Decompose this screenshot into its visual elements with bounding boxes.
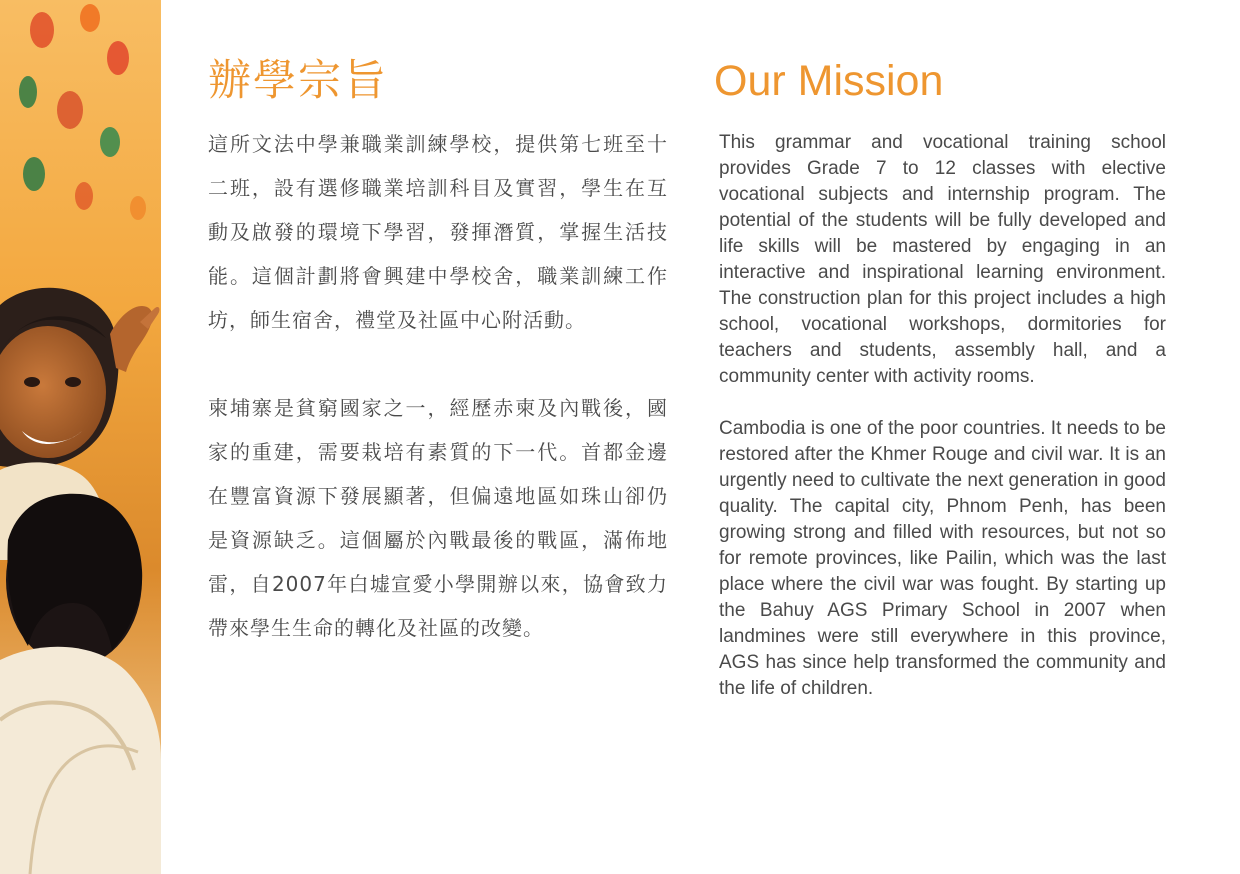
mission-chinese <box>208 52 668 650</box>
children-photo <box>0 0 161 874</box>
mission-paragraph-zh-1: 這所文法中學兼職業訓練學校，提供第七班至十二班，設有選修職業培訓科目及實習，學生在互動及啟發的環境下學習，發揮潛質，掌握生活技能。這個計劃將會興建中學校舍，職業訓練工作坊，師生宿舍，禮堂及社區中心附活動。 <box>208 132 668 332</box>
mission-paragraph-zh-2: 柬埔寨是貧窮國家之一，經歷赤柬及內戰後，國家的重建，需要栽培有素質的下一代。首都金邊在豐富資源下發展顯著，但偏遠地區如珠山卻仍是資源缺乏。這個屬於內戰最後的戰區，滿佈地雷，自2007年白墟宣愛小學開辦以來，協會致力帶來學生生命的轉化及社區的改變。 <box>208 396 668 640</box>
mission-heading-zh: 辦學宗旨 <box>208 56 388 106</box>
mission-paragraph-en-2: Cambodia is one of the poor countries. It needs to be restored after the Khmer Rouge and civil war. It is an urgently need to cultivate the next generation in good quality. The capital city, Phnom Penh, has been growing strong and filled with resources, but not so for remote provinces, like Pailin, which was the last place where the civil war was fought. By starting up the Bahuy AGS Primary School in 2007 when landmines were still everywhere in this province, AGS has since help transformed the community and the life of children. <box>719 418 1166 699</box>
child-figure-back <box>0 494 161 874</box>
mission-english <box>714 52 1166 702</box>
mission-paragraph-en-1: This grammar and vocational training school provides Grade 7 to 12 classes with elective vocational subjects and internship program. The potential of the students will be fully developed and life skills will be mastered by engaging in an interactive and inspirational learning environment. The construction plan for this project includes a high school, vocational workshops, dormitories for teachers and students, assembly hall, and a community center with activity rooms. <box>719 132 1166 387</box>
mission-heading-en: Our Mission <box>714 57 944 105</box>
